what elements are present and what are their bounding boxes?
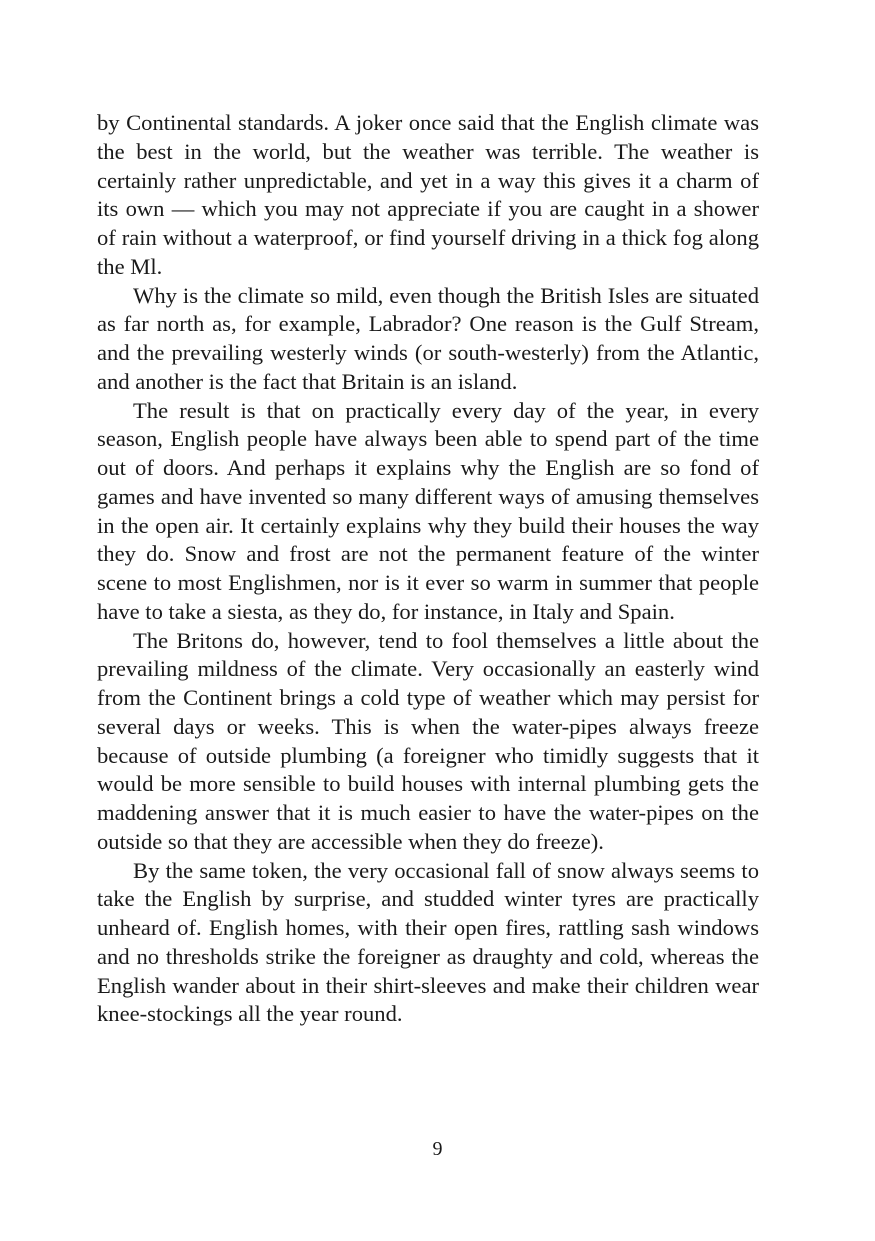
paragraph-water-pipes: The Britons do, however, tend to fool themselves a little about the prevailing mildness of the climate. Very occasionally an easterly wind from the Continent brings a cold type of weather which may persist for several days or weeks. This is when the water-pipes always freeze because of outside plumbing (a foreigner who timidly suggests that it would be more sensible to build houses with internal plumbing gets the maddening answer that it is much easier to have the water-pipes on the outside so that they are accessible when they do freeze). xyxy=(97,627,759,854)
paragraph-snow: By the same token, the very occasional fall of snow always seems to take the English by surprise, and studded winter tyres are practically unheard of. English homes, with their open fires, rattling sash windows and no thresholds strike the foreigner as draughty and cold, whereas the English wander about in their shirt-sleeves and make their children wear knee-stockings all the year round. xyxy=(97,857,759,1027)
page-number: 9 xyxy=(432,1138,443,1160)
paragraph-continuation: by Continental standards. A joker once said that the English climate was the best in the world, but the weather was terrible. The weather is certainly rather unpredictable, and yet in a way this gives it a charm of its own — which you may not appreciate if you are caught in a shower of rain without a waterproof, or find yourself driving in a thick fog along the Ml. xyxy=(97,110,759,279)
paragraph-climate-mild: Why is the climate so mild, even though the British Isles are situated as far north as, for example, Labrador? One reason is the Gulf Stream, and the prevailing westerly winds (or south-westerly) from the Atlantic, and another is the fact that Britain is an island. xyxy=(97,282,759,394)
page-body xyxy=(97,109,759,1029)
paragraph-out-of-doors: The result is that on practically every day of the year, in every season, English people have always been able to spend part of the time out of doors. And perhaps it explains why the English are so fond of games and have invented so many different ways of amusing themselves in the open air. It certainly explains why they build their houses the way they do. Snow and frost are not the permanent feature of the winter scene to most Englishmen, nor is it ever so warm in summer that people have to take a siesta, as they do, for instance, in Italy and Spain. xyxy=(97,397,759,624)
